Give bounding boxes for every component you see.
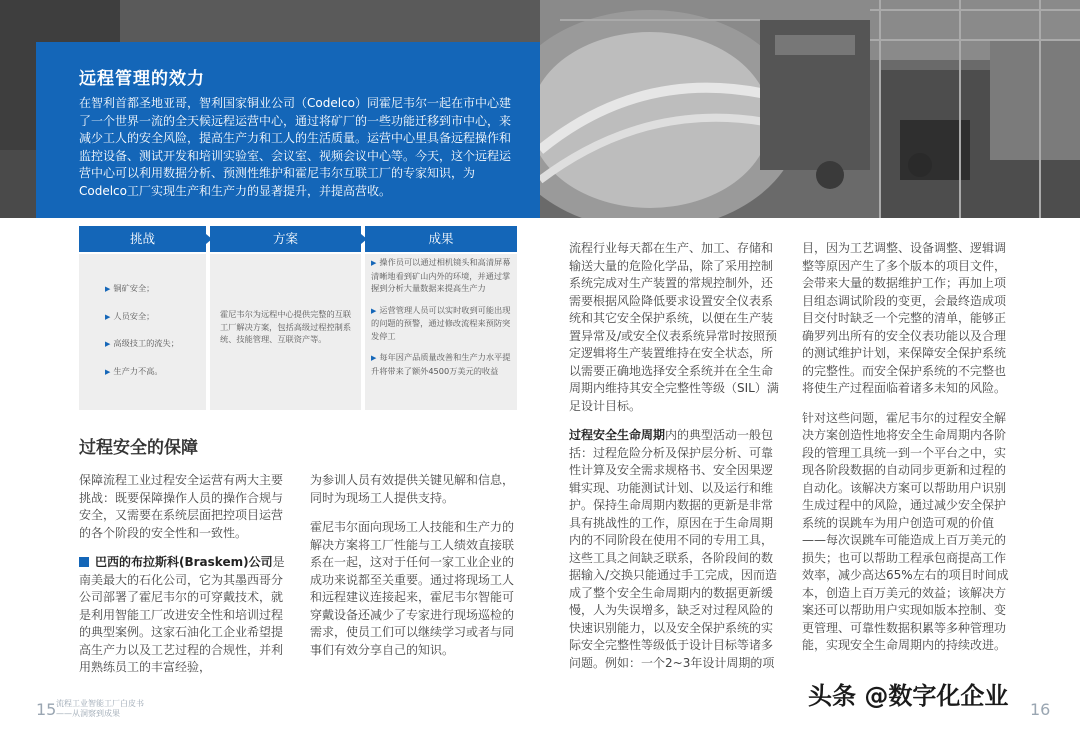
triangle-bullet-icon: ▶ [105, 340, 111, 348]
triangle-bullet-icon: ▶ [105, 367, 111, 376]
section-title-process-safety: 过程安全的保障 [79, 438, 198, 458]
remote-management-callout [36, 42, 540, 218]
triangle-bullet-icon: ▶ [105, 312, 111, 321]
result-item: ▶ 操作员可以通过相机镜头和高清屏幕清晰地看到矿山内外的环境，并通过掌握到分析大量数据来提高生产力 [371, 257, 511, 293]
square-bullet-icon [79, 557, 89, 567]
challenge-item: ▶ 高级技工的流失； [105, 338, 179, 348]
header-result: 成果 [365, 226, 517, 252]
callout-body: 在智利首都圣地亚哥，智利国家铜业公司（Codelco）同霍尼韦尔一起在市中心建了一个世界一流的全天候远程运营中心，通过将矿厂的一些功能迁移到市中心，来减少工人的安全风险，提高生产力和工人的生活质量。运营中心里具备远程操作和监控设备、测试开发和培训实验室、会议室、视频会议中心等。今天，这个远程运营中心可以利用数据分析、预测性维护和霍尼韦尔互联工厂的专家知识，为Codelco工厂实现生产和生产力的显著提升，并提高营收。 [79, 96, 512, 198]
body-column-3 [569, 240, 783, 684]
page-number-left: 15 [36, 700, 57, 719]
solution-text: 霍尼韦尔为远程中心提供完整的互联工厂解决方案，包括高级过程控制系统、技能管理、互联资产等。 [220, 309, 352, 344]
result-column [365, 254, 517, 410]
paragraph: 流程行业每天都在生产、加工、存储和输送大量的危险化学品，除了采用控制系统完成对生产装置的常规控制外，还需要根据风险降低要求设置安全仪表系统和其它安全保护系统，以便在生产装置异常及/或安全仪表系统异常时按照预定逻辑将生产装置维持在安全状态，所以需要正确地选择安全系统并在全生命周期内维持其安全完整性等级（SIL）满足设计目标。 [569, 241, 779, 413]
paragraph: 目，因为工艺调整、设备调整、逻辑调整等原因产生了多个版本的项目文件，会带来大量的数据维护工作；再加上项目组态调试阶段的变更，会最终造成项目交付时缺乏一个完整的清单，能够正确罗列出所有的安全仪表功能以及合理的测试维护计划，来保障安全保护系统的完整性。而安全保护系统的不完整也将使生产过程面临着诸多未知的风险。 [802, 241, 1007, 395]
page-number-right: 16 [1030, 700, 1051, 719]
body-column-2 [310, 472, 522, 671]
triangle-bullet-icon: ▶ [105, 285, 111, 293]
challenge-item: ▶ 人员安全； [105, 310, 155, 321]
header-solution: 方案 [210, 226, 361, 252]
paragraph: 针对这些问题，霍尼韦尔的过程安全解决方案创造性地将安全生命周期内各阶段的管理工具统一到一个平台之中，实现各阶段数据的自动同步更新和过程的自动化。该解决方案可以帮助用户识别生成过程中的风险，通过减少安全保护系统的误跳车为用户创造可观的价值——每次误跳车可能造成上百万美元的损失；也可以帮助工程承包商提高工作效率，减少高达65%左右的项目时间成本，创造上百万美元的效益；该解决方案还可以帮助用户实现如版本控制、变更管理、可靠性数据积累等多种管理功能，实现安全生命周期内的持续改进。 [802, 410, 1009, 652]
footer-publication-title: 流程工业智能工厂白皮书 ——从洞察到成果 [56, 699, 144, 718]
result-item: ▶ 每年因产品质量改善和生产力水平提升将带来了额外4500万美元的收益 [371, 352, 511, 376]
source-watermark: 头条 @数字化企业 [808, 682, 1009, 710]
body-column-4 [802, 240, 1016, 667]
body-column-1 [79, 472, 293, 689]
triangle-bullet-icon: ▶ [371, 354, 377, 362]
challenge-item: ▶ 铜矿安全； [105, 283, 155, 293]
triangle-bullet-icon: ▶ [371, 259, 377, 267]
triangle-bullet-icon: ▶ [371, 306, 377, 315]
paragraph: 霍尼韦尔面向现场工人技能和生产力的解决方案将工厂性能与工人绩效直接联系在一起，这对于任何一家工业企业的成功来说都至关重要。通过将现场工人和远程建议连接起来，霍尼韦尔智能可穿戴设备还减少了专家进行现场巡检的需求，使员工们可以继续学习或者与同事们有效分享自己的知识。 [310, 520, 515, 657]
challenge-column [79, 254, 206, 410]
challenge-item: ▶ 生产力不高。 [105, 365, 163, 376]
solution-column [210, 254, 361, 410]
paragraph: 保障流程工业过程安全运营有两大主要挑战：既要保障操作人员的操作合规与安全，又需要在系统层面把控项目运营的各个阶段的安全性和一致性。 [79, 473, 284, 540]
paragraph-lifecycle: 过程安全生命周期内的典型活动一般包括：过程危险分析及保护层分析、可靠性计算及安全需求规格书、安全因果逻辑实现、功能测试计划、以及运行和维护。保持生命周期内数据的更新是非常具有挑战性的工作，原因在于生命周期内的不同阶段在使用不同的专用工具，这些工具之间缺乏联系，各阶段间的数据输入/交换只能通过手工完成，因而造成了整个安全生命周期内的数据更新缓慢，人为失误增多，缺乏对过程风险的快速识别能力，以及安全保护系统的实际安全完整性等级低于设计目标等诸多问题。例如：一个2~3年设计周期的项 [569, 428, 778, 670]
case-table [79, 226, 517, 410]
header-challenge: 挑战 [79, 226, 206, 252]
paragraph-braskem: 巴西的布拉斯科(Braskem)公司是南美最大的石化公司，它为其墨西哥分公司部署了霍尼韦尔的可穿戴技术，就是利用智能工厂改进安全性和培训过程的典型案例。这家石油化工企业希望提高生产力以及工艺过程的合规性，并利用熟练员工的丰富经验， [79, 555, 285, 674]
result-item: ▶ 运营管理人员可以实时收到可能出现的问题的预警，通过修改流程来预防突发停工 [371, 304, 511, 341]
paragraph: 为参训人员有效提供关键见解和信息，同时为现场工人提供支持。 [310, 473, 515, 505]
callout-title: 远程管理的效力 [79, 69, 205, 89]
